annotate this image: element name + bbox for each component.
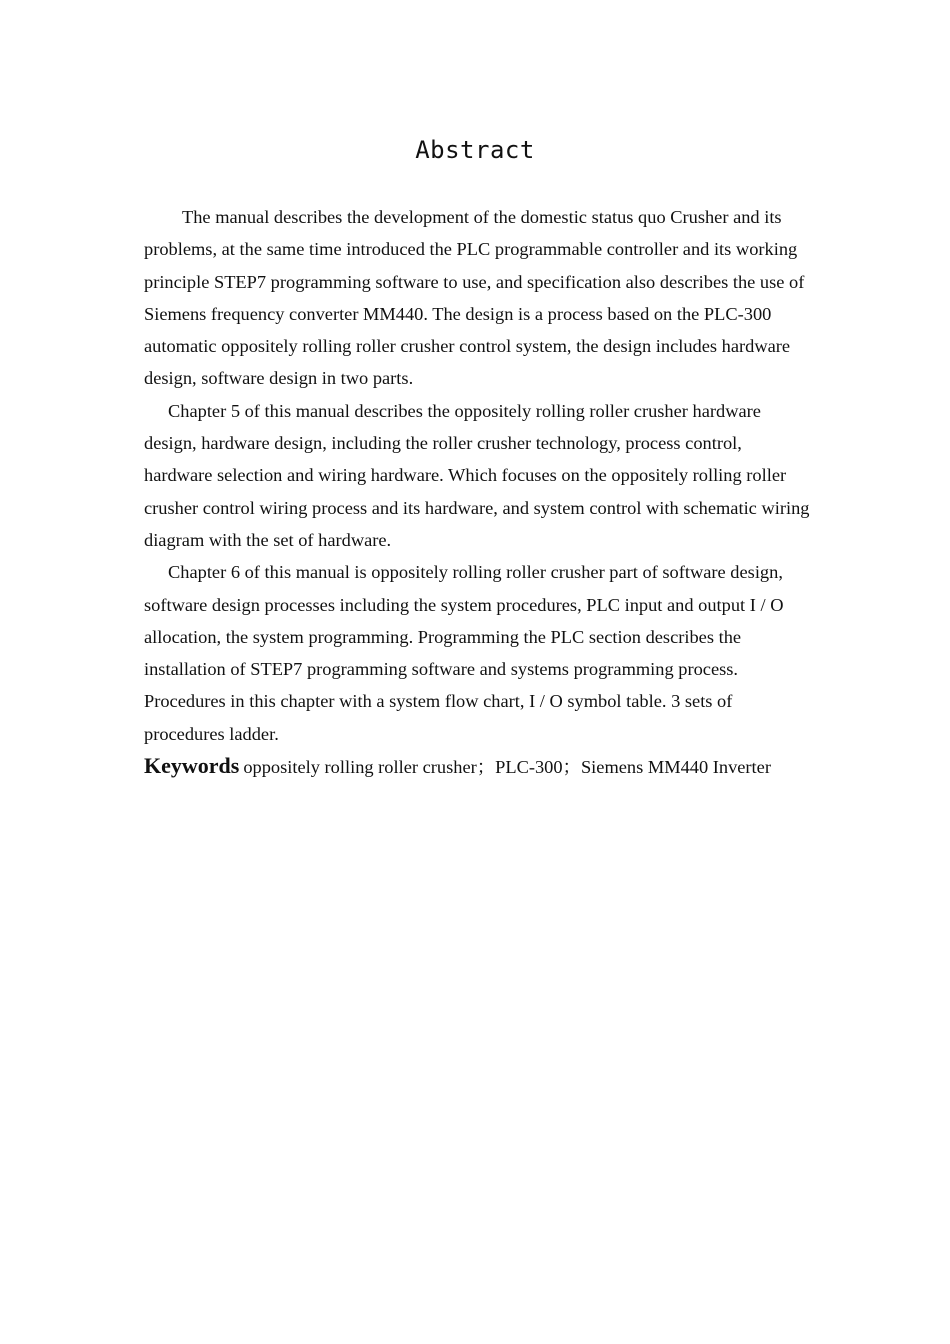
abstract-paragraph-1: The manual describes the development of the domestic status quo Crusher and its problems, at the same time introduced the PLC programmable controller and its working principle STEP7 programming software to use, and specification also describes the use of Siemens frequency converter MM440. The design is a process based on the PLC-300 automatic oppositely rolling roller crusher control system, the design includes hardware design, software design in two parts.	[144, 207, 805, 389]
keywords-line	[144, 750, 810, 783]
keywords-text: oppositely rolling roller crusher；PLC-300；Siemens MM440 Inverter	[243, 757, 771, 778]
keywords-label: Keywords	[144, 753, 240, 779]
abstract-paragraph-2: Chapter 5 of this manual describes the oppositely rolling roller crusher hardware design, hardware design, including the roller crusher technology, process control, hardware selection and wiring hardware. Which focuses on the oppositely rolling roller crusher control wiring process and its hardware, and system control with schematic wiring diagram with the set of hardware.	[144, 400, 810, 550]
page-title: Abstract	[415, 136, 535, 164]
abstract-paragraph-3: Chapter 6 of this manual is oppositely rolling roller crusher part of software design, software design processes including the system procedures, PLC input and output I / O allocation, the system programming. Programming the PLC section describes the installation of STEP7 programming software and systems programming process. Procedures in this chapter with a system flow chart, I / O symbol table. 3 sets of procedures ladder.	[144, 562, 784, 744]
abstract-body	[144, 201, 810, 783]
